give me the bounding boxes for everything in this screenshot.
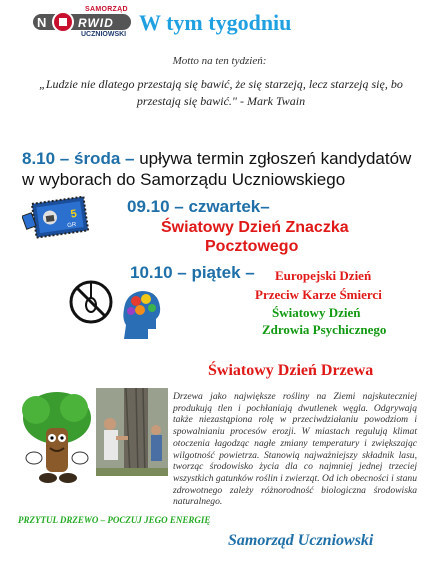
- event-3-line-3: Światowy Dzień: [272, 305, 361, 320]
- tree-heading: Światowy Dzień Drzewa: [208, 362, 374, 379]
- logo-emblem-icon: [52, 11, 74, 33]
- event-1: [22, 148, 422, 190]
- event-3-line-2: Przeciw Karze Śmierci: [255, 287, 382, 302]
- tree-description: Drzewa jako największe rośliny na Ziemi najskuteczniej produkują tlen i pochłaniają dwutlenek węgla. Odgrywają także niezastąpiona rolę w przeciwdziałaniu powodziom i spowalnianiu procesów erozji. W miastach regulują klimat otoczenia łagodząc nagłe zmiany temperatury i zwiększając wilgotność powietrza. Stanowią najważniejszy składnik lasu, tworząc środowisko życia dla co najmniej jednej trzeciej wszystkich gatunków roślin i zwierząt. Od ich obecności i stanu zdrowotnego zależy różnorodność biologiczna środowiska naturalnego.: [173, 391, 417, 508]
- no-death-penalty-icon: [68, 279, 114, 325]
- event-3-line-1: Europejski Dzień: [275, 268, 372, 283]
- quote: „Ludzie nie dlatego przestają się bawić, że się starzeją, lecz starzeją się, bo przestają się bawić." - Mark Twain: [39, 77, 403, 108]
- postage-stamp-icon: [22, 194, 100, 240]
- logo-word: RWID: [78, 16, 114, 30]
- motto-label: Motto na ten tydzień:: [172, 55, 267, 67]
- event-1-text: upływa termin zgłoszeń kandydatów w wyborach do Samorządu Uczniowskiego: [22, 149, 412, 189]
- logo-letter: N: [37, 15, 47, 30]
- logo-top-text: SAMORZĄD: [85, 6, 128, 13]
- logo: [33, 6, 131, 40]
- mental-health-icon: [118, 285, 162, 340]
- event-2-date: 09.10 – czwartek–: [127, 197, 270, 216]
- event-2-line-2: Pocztowego: [205, 238, 299, 255]
- event-3-date: 10.10 – piątek –: [130, 263, 255, 282]
- event-1-date: 8.10 – środa –: [22, 149, 135, 168]
- tree-character-icon: [14, 388, 100, 484]
- event-2-line-1: Światowy Dzień Znaczka: [161, 219, 349, 236]
- tree-hugging-photo: [96, 388, 168, 476]
- stamp-value: 5: [69, 207, 78, 221]
- logo-bottom-text: UCZNIOWSKI: [81, 31, 127, 38]
- stamp-text: GR: [66, 221, 77, 230]
- event-3-line-4: Zdrowia Psychicznego: [262, 322, 387, 337]
- tree-slogan: PRZYTUL DRZEWO – POCZUJ JEGO ENERGIĘ: [18, 515, 211, 525]
- signature: Samorząd Uczniowski: [228, 532, 374, 549]
- page-title: W tym tygodniu: [139, 10, 292, 35]
